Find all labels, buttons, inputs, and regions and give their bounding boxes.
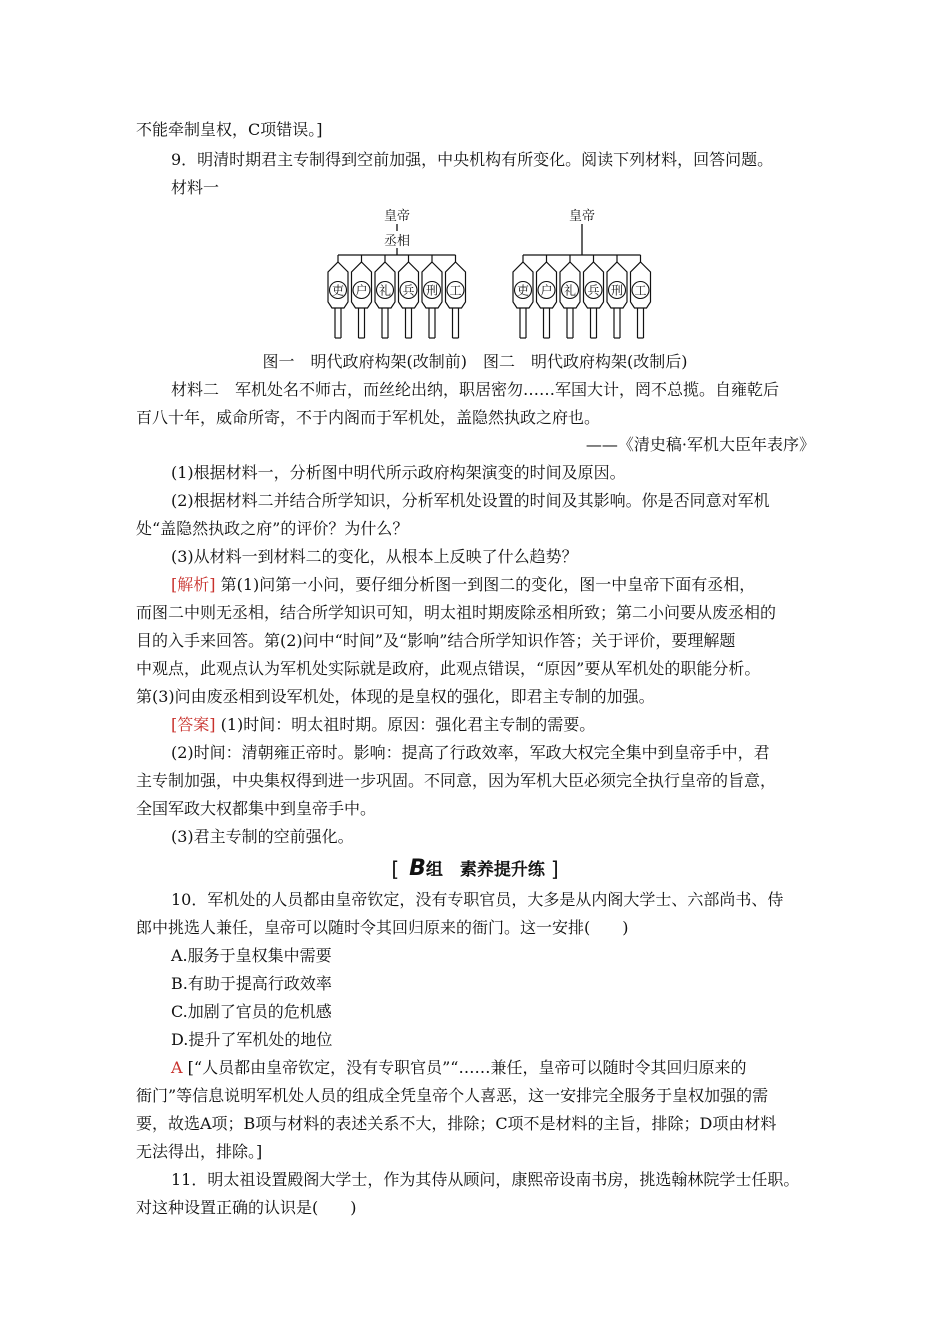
text-line: 要，故选A项；B项与材料的表述关系不大，排除；C项不是材料的主旨，排除；D项由材料	[136, 1114, 777, 1133]
answer-letter: A	[171, 1058, 183, 1077]
text-line: 不能牵制皇权，C项错误。]	[136, 120, 323, 139]
option-d: D.提升了军机处的地位	[171, 1030, 333, 1049]
ministry-label: 户	[540, 283, 553, 298]
answer-text: (1)时间：明太祖时期。原因：强化君主专制的需要。	[220, 715, 596, 734]
text-line: (3)君主专制的空前强化。	[171, 827, 354, 846]
diagram-caption: 图一 明代政府构架(改制前) 图二 明代政府构架(改制后)	[262, 352, 688, 371]
ministry-label: 礼	[378, 283, 392, 298]
answer-tag: [答案]	[171, 715, 216, 734]
ministry-label: 吏	[516, 283, 530, 298]
text-line: 百八十年，威命所寄，不于内阁而于军机处，盖隐然执政之府也。	[136, 408, 601, 427]
material-2: 材料二 军机处名不师古，而丝纶出纳，职居密勿……军国大计，罔不总揽。自雍乾后	[171, 380, 780, 399]
section-bracket-open: [	[391, 857, 400, 881]
diagram-before-reform	[328, 208, 466, 338]
ministry-label: 工	[634, 283, 647, 298]
government-structure-diagram	[320, 200, 670, 350]
emperor-label: 皇帝	[383, 209, 411, 224]
question-9: 9．明清时期君主专制得到空前加强，中央机构有所变化。阅读下列材料，回答问题。	[171, 150, 774, 169]
section-letter-icon: B	[409, 856, 426, 881]
ministry-label: 户	[355, 283, 368, 298]
text-line: 目的入手来回答。第(2)问中“时间”及“影响”结合所学知识作答；关于评价，要理解题	[136, 631, 736, 650]
explanation-text: [“人员都由皇帝钦定，没有专职官员”“……兼任，皇帝可以随时令其回归原来的	[187, 1058, 747, 1077]
ministry-label: 兵	[587, 283, 600, 298]
option-c: C.加剧了官员的危机感	[171, 1002, 332, 1021]
ministry-label: 兵	[402, 283, 415, 298]
analysis-line	[171, 575, 755, 595]
chancellor-label: 丞相	[383, 234, 411, 249]
question-10: 10．军机处的人员都由皇帝钦定，没有专职官员，大多是从内阁大学士、六部尚书、侍	[171, 890, 784, 909]
text-line: 衙门”等信息说明军机处人员的组成全凭皇帝个人喜恶，这一安排完全服务于皇权加强的需	[136, 1086, 769, 1105]
text-line: 第(3)问由废丞相到设军机处，体现的是皇权的强化，即君主专制的加强。	[136, 687, 655, 706]
text-line: 而图二中则无丞相，结合所学知识可知，明太祖时期废除丞相所致；第二小问要从废丞相的	[136, 603, 777, 622]
sub-question-1: (1)根据材料一，分析图中明代所示政府构架演变的时间及原因。	[171, 463, 626, 482]
explanation-10	[171, 1058, 746, 1078]
ministry-label: 工	[449, 283, 462, 298]
text-line: 无法得出，排除。]	[136, 1142, 263, 1161]
ministry-label: 刑	[610, 283, 624, 298]
material-1-label: 材料一	[171, 178, 220, 197]
analysis-text: 第(1)问第一小问，要仔细分析图一到图二的变化，图一中皇帝下面有丞相，	[220, 575, 756, 594]
ministry-label: 吏	[331, 283, 345, 298]
text-line: 处“盖隐然执政之府”的评价？为什么？	[136, 519, 409, 538]
option-b: B.有助于提高行政效率	[171, 974, 332, 993]
answer-line	[171, 715, 595, 735]
text-line: 主专制加强，中央集权得到进一步巩固。不同意，因为军机大臣必须完全执行皇帝的旨意，	[136, 771, 777, 790]
source-citation: ——《清史稿·军机大臣年表序》	[585, 435, 815, 454]
ministry-label: 刑	[425, 283, 439, 298]
text-line: 全国军政大权都集中到皇帝手中。	[136, 799, 377, 818]
section-title: 组 素养提升练	[425, 860, 545, 880]
sub-question-3: (3)从材料一到材料二的变化，从根本上反映了什么趋势？	[171, 547, 578, 566]
option-a: A.服务于皇权集中需要	[171, 946, 332, 965]
question-11: 11．明太祖设置殿阁大学士，作为其侍从顾问，康熙帝设南书房，挑选翰林院学士任职。	[171, 1170, 800, 1189]
ministry-label: 礼	[563, 283, 577, 298]
text-line: 郎中挑选人兼任，皇帝可以随时令其回归原来的衙门。这一安排( )	[136, 918, 629, 937]
section-header	[0, 855, 950, 881]
emperor-label: 皇帝	[568, 209, 596, 224]
text-line: 中观点，此观点认为军机处实际就是政府，此观点错误，“原因”要从军机处的职能分析。	[136, 659, 761, 678]
analysis-tag: [解析]	[171, 575, 216, 594]
text-line: (2)时间：清朝雍正帝时。影响：提高了行政效率，军政大权完全集中到皇帝手中，君	[171, 743, 770, 762]
diagram-after-reform	[513, 208, 651, 338]
section-bracket-close: ]	[550, 857, 559, 881]
text-line: 对这种设置正确的认识是( )	[136, 1198, 357, 1217]
sub-question-2: (2)根据材料二并结合所学知识，分析军机处设置的时间及其影响。你是否同意对军机	[171, 491, 770, 510]
